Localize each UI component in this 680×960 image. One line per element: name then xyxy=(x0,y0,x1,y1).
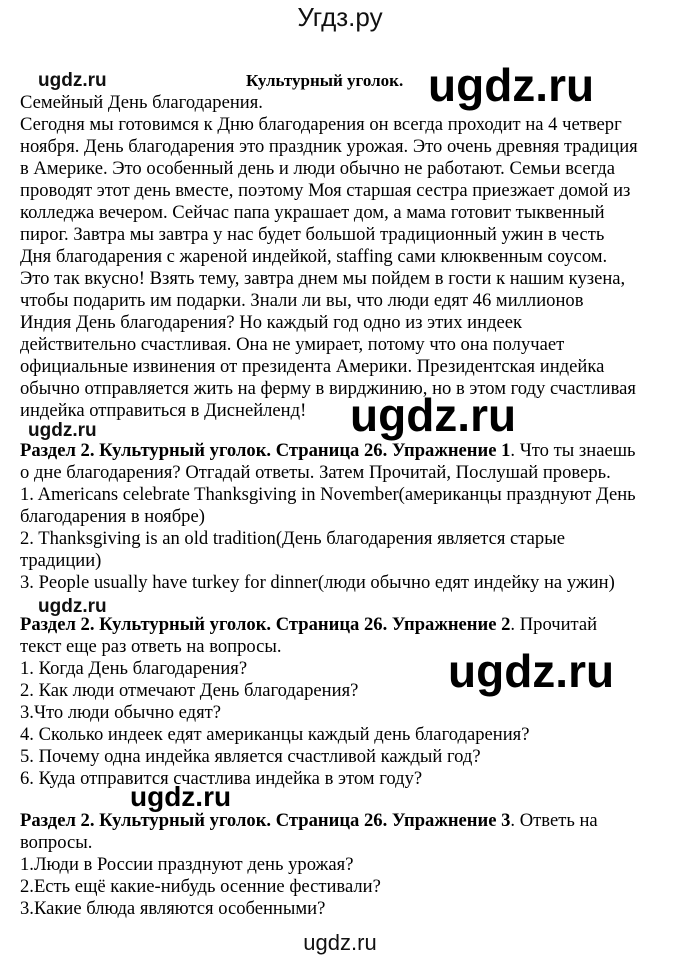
story-line: Индия День благодарения? Но каждый год одно из этих индеек xyxy=(20,312,523,333)
exercise-1 xyxy=(20,440,660,594)
site-footer: ugdz.ru xyxy=(303,930,377,955)
story-line: чтобы подарить им подарки. Знали ли вы, что люди едят 46 миллионов xyxy=(20,290,584,311)
exercise-2-heading-line2: текст еще раз ответь на вопросы. xyxy=(20,636,282,657)
site-header: Угдз.ру xyxy=(297,2,383,32)
exercise-2-heading-rest: . Прочитай xyxy=(510,614,598,635)
exercise-1-line: 3. People usually have turkey for dinner(люди обычно едят индейку на ужин) xyxy=(20,572,615,593)
exercise-3-heading-rest: . Ответь на xyxy=(510,810,598,831)
exercise-2-line: 6. Куда отправится счастлива индейка в этом году? xyxy=(20,768,423,789)
exercise-1-line: 2. Thanksgiving is an old tradition(День благодарения является старые xyxy=(20,528,565,549)
exercise-3-line: 2.Есть ещё какие-нибудь осенние фестивали? xyxy=(20,876,381,897)
story-line: ноября. День благодарения это праздник урожая. Это очень древняя традиция xyxy=(20,136,638,157)
story-line: официальные извинения от президента Америки. Президентская индейка xyxy=(20,356,605,377)
watermark-mid: ugdz.ru xyxy=(130,781,232,812)
exercise-3-line: 1.Люди в России празднуют день урожая? xyxy=(20,854,354,875)
exercise-3-heading xyxy=(20,810,660,832)
exercise-1-heading-line2: о дне благодарения? Отгадай ответы. Затем Прочитай, Послушай проверь. xyxy=(20,462,611,483)
exercise-2-heading-bold: Раздел 2. Культурный уголок. Страница 26. Упражнение 2 xyxy=(20,614,511,635)
story-line: проводят этот день вместе, поэтому Моя старшая сестра приезжает домой из xyxy=(20,180,631,201)
story-line: Дня благодарения с жареной индейкой, staffing сами клюквенным соусом. xyxy=(20,246,608,267)
story-line: обычно отправляется жить на ферму в вирджинию, но в этом году счастливая xyxy=(20,378,636,399)
story-line: действительно счастливая. Она не умирает, потому что она получает xyxy=(20,334,565,355)
story-line: колледжа вечером. Сейчас папа украшает дом, а мама готовит тыквенный xyxy=(20,202,605,223)
exercise-3-heading-line2: вопросы. xyxy=(20,832,93,853)
watermark-big: ugdz.ru xyxy=(350,389,517,441)
exercise-2-heading xyxy=(20,614,660,636)
exercise-1-heading xyxy=(20,440,660,462)
exercise-3-line: 3.Какие блюда являются особенными? xyxy=(20,898,326,919)
watermark-small: ugdz.ru xyxy=(38,70,107,91)
exercise-1-line: традиции) xyxy=(20,550,102,571)
exercise-1-heading-bold: Раздел 2. Культурный уголок. Страница 26. Упражнение 1 xyxy=(20,440,511,461)
exercise-3-heading-bold: Раздел 2. Культурный уголок. Страница 26. Упражнение 3 xyxy=(20,810,511,831)
exercise-1-line: благодарения в ноябре) xyxy=(20,506,205,527)
exercise-2 xyxy=(20,614,660,790)
watermark-big: ugdz.ru xyxy=(428,59,595,111)
page-title: Культурный уголок. xyxy=(246,71,404,90)
story-line: в Америке. Это особенный день и люди обычно не работают. Семьи всегда xyxy=(20,158,616,179)
story-line: Это так вкусно! Взять тему, завтра днем мы пойдем в гости к нашим кузена, xyxy=(20,268,626,289)
watermark-small: ugdz.ru xyxy=(28,420,97,441)
story-line: пирог. Завтра мы завтра у нас будет большой традиционный ужин в честь xyxy=(20,224,605,245)
exercise-1-line: 1. Americans celebrate Thanksgiving in November(американцы празднуют День xyxy=(20,484,636,505)
watermark-small: ugdz.ru xyxy=(38,596,107,617)
exercise-1-heading-rest: . Что ты знаешь xyxy=(510,440,636,461)
exercise-2-line: 1. Когда День благодарения? xyxy=(20,658,248,679)
exercise-2-line: 3.Что люди обычно едят? xyxy=(20,702,222,723)
watermark-big: ugdz.ru xyxy=(448,645,615,697)
story-line: Сегодня мы готовимся к Дню благодарения он всегда проходит на 4 четверг xyxy=(20,114,622,135)
story-line: Семейный День благодарения. xyxy=(20,92,263,113)
story-text xyxy=(20,92,660,422)
exercise-2-line: 4. Сколько индеек едят американцы каждый день благодарения? xyxy=(20,724,530,745)
exercise-3 xyxy=(20,810,660,920)
exercise-2-line: 5. Почему одна индейка является счастливой каждый год? xyxy=(20,746,481,767)
exercise-2-line: 2. Как люди отмечают День благодарения? xyxy=(20,680,359,701)
story-line: индейка отправиться в Диснейленд! xyxy=(20,400,307,421)
